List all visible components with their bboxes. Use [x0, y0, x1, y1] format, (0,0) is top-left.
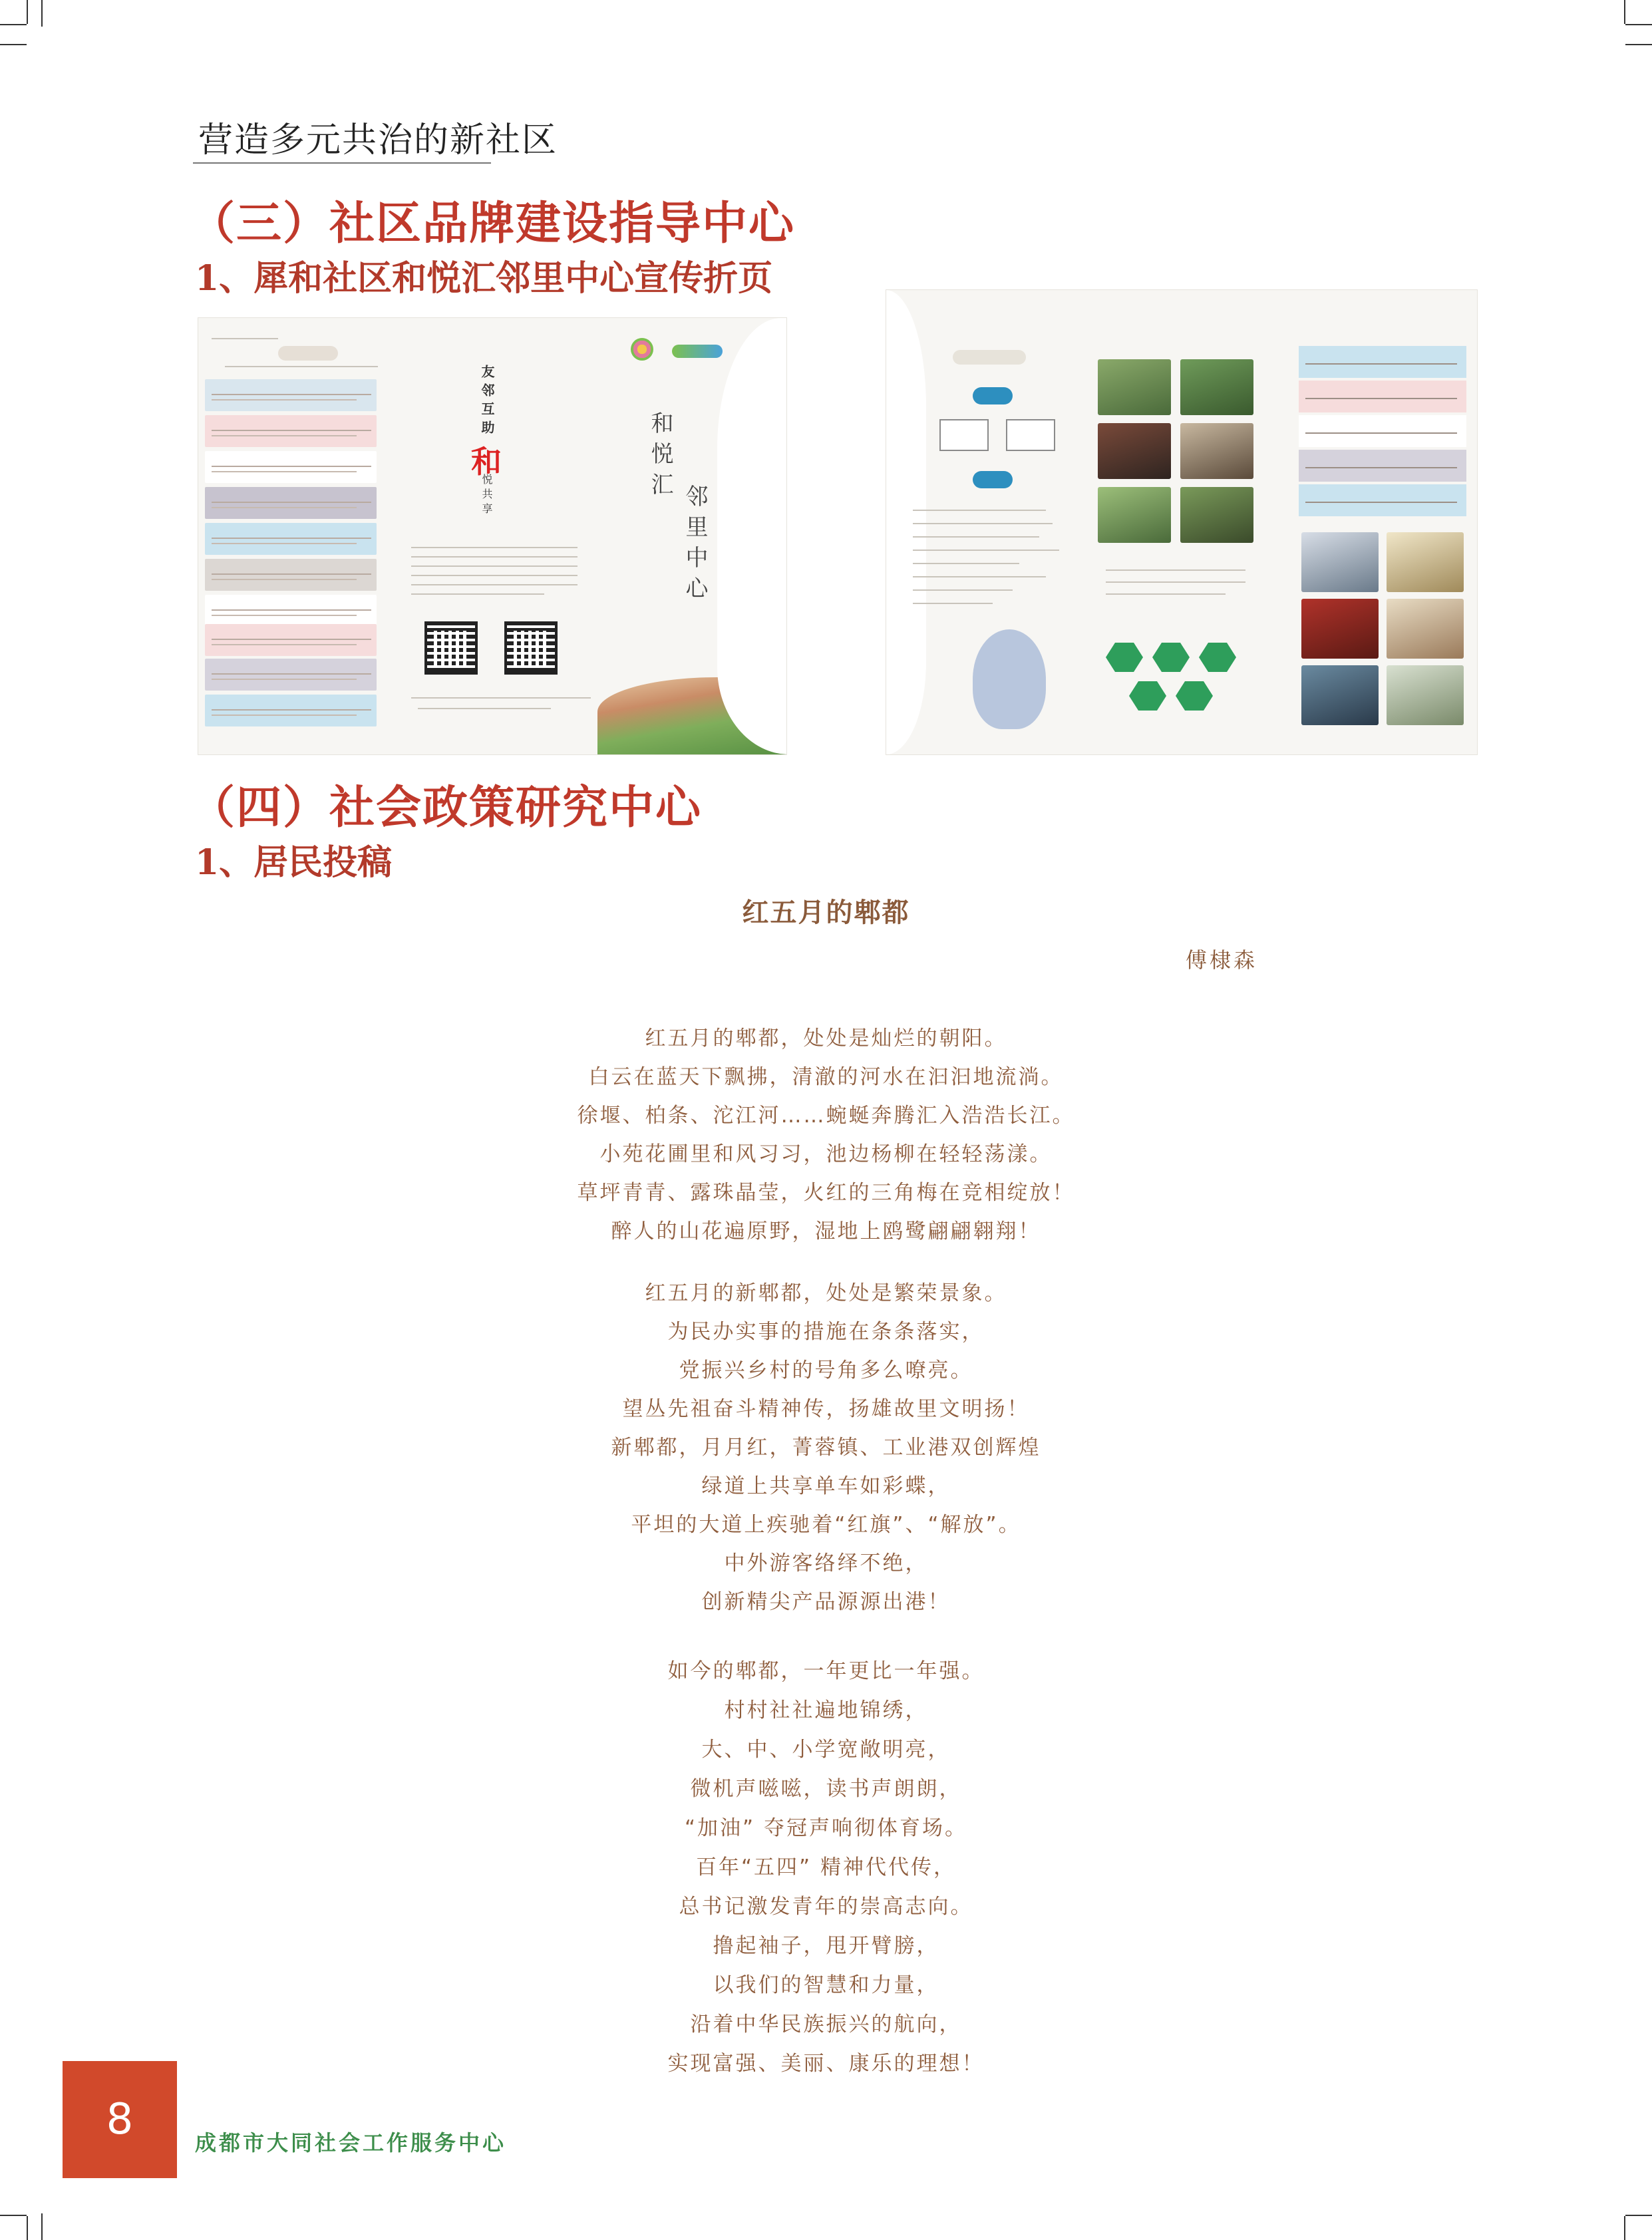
brochure-edge-curve [886, 290, 926, 754]
brochure-tag [953, 350, 1026, 365]
brochure-strip [205, 379, 377, 411]
poem-line: 中外游客络绎不绝， [724, 1551, 928, 1575]
hexagon-badge [1129, 681, 1166, 711]
poem-line: 望丛先祖奋斗精神传，扬雄故里文明扬！ [622, 1397, 1030, 1421]
photo [1387, 599, 1464, 659]
crop-mark [27, 2216, 28, 2240]
hexagon-badge [1199, 643, 1236, 672]
crop-mark [0, 24, 27, 25]
poem-line: 党振兴乡村的号角多么嘹亮。 [679, 1359, 973, 1382]
logo-badge-icon [672, 345, 723, 358]
diagram-node [939, 419, 989, 451]
poem-line: 小苑花圃里和风习习，池边杨柳在轻轻荡漾。 [599, 1142, 1053, 1166]
diagram-node [973, 471, 1013, 488]
running-head-rule [193, 162, 491, 164]
poem-line: 草坪青青、露珠晶莹，火红的三角梅在竞相绽放！ [577, 1181, 1075, 1205]
crop-mark [41, 2213, 43, 2240]
footer-organization: 成都市大同社会工作服务中心 [195, 2130, 507, 2156]
section-4-subtitle: 1、居民投稿 [195, 842, 393, 883]
crop-mark [0, 2215, 27, 2216]
poem-line: 百年“五四” 精神代代传， [696, 1855, 956, 1879]
brochure-text-line [411, 593, 544, 595]
brochure-text-line [1106, 581, 1245, 583]
brochure-text-line [411, 547, 578, 548]
section-3-title: （三）社区品牌建设指导中心 [190, 197, 796, 250]
poem-line: 如今的郫都，一年更比一年强。 [667, 1659, 985, 1683]
qr-code [504, 621, 558, 675]
poem-author: 傅棣森 [1186, 947, 1258, 973]
logo-flower-icon [631, 338, 653, 361]
poem-line: 平坦的大道上疾驰着“红旗”、“解放”。 [631, 1513, 1021, 1537]
brochure-strip [205, 695, 377, 726]
hexagon-badge [1106, 643, 1143, 672]
brochure-text-line [913, 589, 1013, 591]
brochure-image-right [886, 290, 1477, 754]
crop-mark [27, 0, 28, 24]
poem-line: 撸起袖子，甩开臂膀， [713, 1934, 939, 1958]
poem-title: 红五月的郫都 [742, 897, 910, 928]
brochure-strip [205, 451, 377, 483]
brochure-strip [205, 595, 377, 627]
diagram-node [1006, 419, 1055, 451]
photo [1098, 359, 1171, 415]
photo [1180, 359, 1253, 415]
brochure-text-line [913, 536, 1039, 538]
poem-line: 以我们的智慧和力量， [713, 1973, 939, 1997]
diagram-node [973, 387, 1013, 404]
poem-line: 村村社社遍地锦绣， [724, 1698, 928, 1722]
poem-line: 为民办实事的措施在条条落实， [667, 1320, 985, 1344]
photo [1387, 532, 1464, 592]
brochure-text-line [411, 697, 591, 699]
brochure-strip [205, 624, 377, 656]
poem-line: 沿着中华民族振兴的航向， [690, 2012, 962, 2036]
page-number: 8 [106, 2095, 134, 2144]
brochure-text-line [1106, 593, 1226, 595]
crop-mark [0, 44, 27, 45]
running-head: 营造多元共治的新社区 [198, 120, 558, 160]
brochure-strip [205, 415, 377, 447]
brochure-strip [205, 559, 377, 591]
brochure-strip [1299, 450, 1466, 482]
poem-line: 白云在蓝天下飘拂，清澈的河水在汩汩地流淌。 [588, 1065, 1064, 1089]
brochure-strip [1299, 346, 1466, 378]
brochure-strip [1299, 415, 1466, 447]
poem-line: 醉人的山花遍原野，湿地上鸥鹭翩翩翱翔！ [611, 1219, 1041, 1243]
brochure-text-line [418, 708, 551, 709]
section-4-title: （四）社会政策研究中心 [190, 781, 703, 834]
photo [1098, 423, 1171, 479]
crop-mark [1625, 44, 1652, 45]
brochure-strip [1299, 381, 1466, 412]
poem-line: 红五月的郫都，处处是灿烂的朝阳。 [645, 1027, 1007, 1050]
poem-line: 新郫都，月月红，菁蓉镇、工业港双创辉煌 [611, 1436, 1041, 1460]
section-3-subtitle: 1、犀和社区和悦汇邻里中心宣传折页 [195, 258, 773, 299]
brochure-strip [205, 523, 377, 555]
photo [1387, 665, 1464, 725]
crop-mark [1624, 2216, 1625, 2240]
brochure-motto-rest: 悦共享 [480, 474, 493, 518]
brochure-text-line [913, 576, 1046, 577]
poem-line: “加油” 夺冠声响彻体育场。 [685, 1816, 967, 1840]
photo [1301, 599, 1379, 659]
brochure-vertical-name-1: 和悦汇 [647, 411, 673, 503]
crop-mark [1625, 24, 1652, 25]
poem-line: 微机声嗞嗞，读书声朗朗， [690, 1777, 962, 1801]
brochure-strip [205, 487, 377, 519]
photo [1301, 532, 1379, 592]
brochure-strip [1299, 484, 1466, 516]
brochure-motto: 友邻互助 [479, 365, 495, 439]
brochure-text-line [411, 584, 578, 585]
brochure-text-line [913, 603, 993, 604]
poem-line: 大、中、小学宽敞明亮， [701, 1738, 951, 1762]
photo [1180, 423, 1253, 479]
brochure-text-line [1106, 569, 1245, 571]
brochure-text-line [411, 565, 578, 567]
brochure-text-line [411, 575, 578, 576]
brochure-text-line [913, 523, 1053, 524]
photo [1301, 665, 1379, 725]
photo [1098, 487, 1171, 543]
brochure-text-line [913, 563, 1019, 564]
crop-mark [1624, 0, 1625, 24]
poem-line: 总书记激发青年的崇高志向。 [679, 1895, 973, 1919]
brochure-vertical-name-2: 邻里中心 [681, 484, 708, 607]
brochure-text-line [411, 556, 578, 558]
crop-mark [1625, 2215, 1652, 2216]
brochure-edge-curve [717, 318, 786, 754]
rhino-mascot-icon [973, 629, 1046, 729]
hexagon-badge [1176, 681, 1213, 711]
brochure-text-line [212, 338, 278, 339]
brochure-text-line [913, 510, 1046, 511]
brochure-text-line [225, 366, 378, 367]
brochure-motto-he: 和 [471, 444, 502, 480]
hexagon-badge [1152, 643, 1190, 672]
brochure-image-left [198, 318, 786, 754]
qr-code [424, 621, 478, 675]
brochure-tag [278, 346, 338, 361]
brochure-text-line [913, 550, 1059, 551]
poem-line: 红五月的新郫都，处处是繁荣景象。 [645, 1281, 1007, 1305]
poem-line: 徐堰、柏条、沱江河……蜿蜒奔腾汇入浩浩长江。 [577, 1104, 1075, 1128]
poem-line: 创新精尖产品源源出港！ [701, 1590, 951, 1614]
brochure-strip [205, 659, 377, 691]
poem-line: 实现富强、美丽、康乐的理想！ [667, 2052, 985, 2076]
photo [1180, 487, 1253, 543]
poem-line: 绿道上共享单车如彩蝶， [701, 1474, 951, 1498]
crop-mark [41, 0, 43, 27]
